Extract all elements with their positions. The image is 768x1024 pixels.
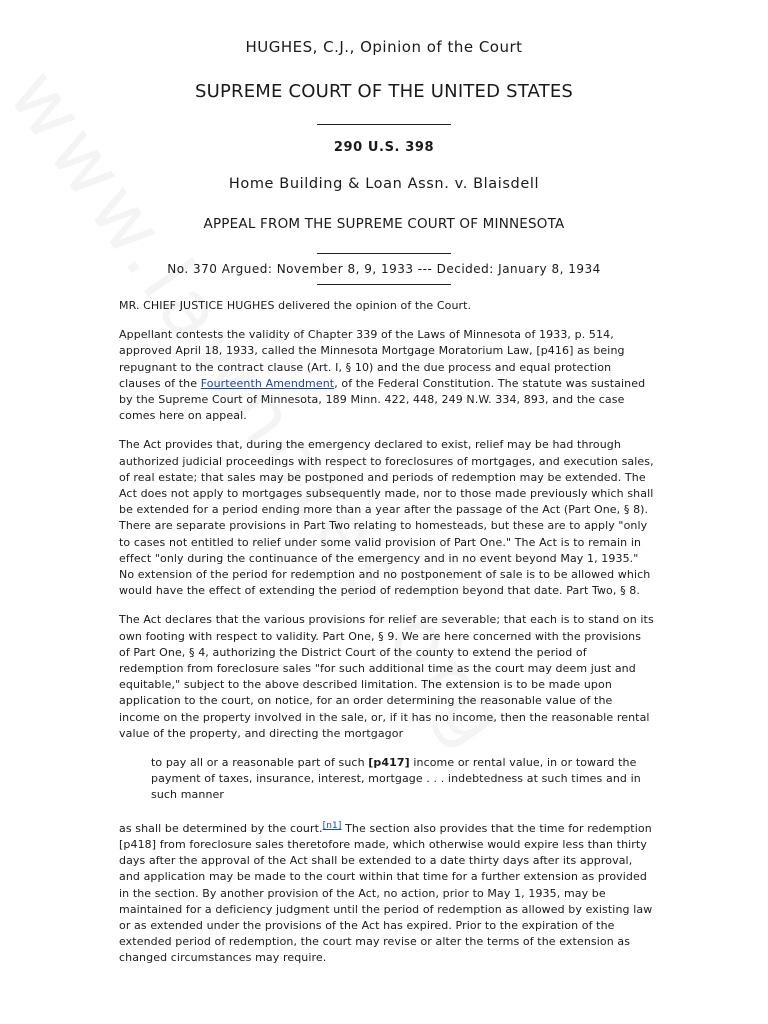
paragraph: The Act declares that the various provisions for relief are severable; that each is to stand on its own footing with respect to validity. Part One, § 9. We are here concerned with the provisions of Part One, § 4, authorizing the District Court of the county to extend the period of redemption from foreclosure sales "for such additional time as the court may deem just and equitable," subject to the above described limitation. The extension is to be made upon application to the court, on notice, for an order determining the reasonable value of the income on the property involved in the sale, or, if it has no income, then the reasonable rental value of the property, and directing the mortgagor [119, 613, 654, 740]
paragraph: MR. CHIEF JUSTICE HUGHES delivered the opinion of the Court. [119, 299, 472, 312]
paragraph: The Act provides that, during the emergency declared to exist, relief may be had through authorized judicial proceedings with respect to foreclosures of mortgages, and execution sales, of real estate; that sales may be postponed and periods of redemption may be extended. The Act does not apply to mortgages subsequently made, nor to those made previously which shall be extended for a period ending more than a year after the passage of the Act (Part One, § 8). There are separate provisions in Part Two relating to homesteads, but these are to apply "only to cases not entitled to relief under some valid provision of Part One." The Act is to remain in effect "only during the continuance of the emergency and in no event beyond May 1, 1935." No extension of the period for redemption and no postponement of sale is to be allowed which would have the effect of extending the period of redemption beyond that date. Part Two, § 8. [119, 438, 654, 598]
argued-decided-line: No. 370 Argued: November 8, 9, 1933 --- Decided: January 8, 1934 [167, 262, 601, 276]
paragraph-text: The section also provides that the time for redemption [p418] from foreclosure sales theretofore made, which otherwise would expire less than thirty days after the approval of the Act shall be extended to a date thirty days after its approval, and application may be made to the court within that time for a further extension as provided in the section. By another provision of the Act, no action, prior to May 1, 1935, may be maintained for a deficiency judgment until the period of redemption as allowed by existing law or as extended under the provisions of the Act has expired. Prior to the expiration of the extended period of redemption, the court may revise or alter the terms of the extension as changed circumstances may require. [119, 821, 653, 965]
paragraph-text: Appellant contests the validity of Chapter 339 of the Laws of Minnesota of 1933, p. 514, approved April 18, 1933, called the Minnesota Mortgage Moratorium Law, [p416] as being repugnant to the contract clause (Art. I, § 10) and the due process and equal protection clauses of the [119, 328, 625, 390]
opinion-body [119, 298, 654, 980]
case-citation: 290 U.S. 398 [333, 140, 435, 155]
footnote-link[interactable]: [n1] [322, 820, 342, 831]
paragraph [119, 818, 654, 967]
divider [317, 253, 451, 254]
case-name: Home Building & Loan Assn. v. Blaisdell [228, 176, 540, 192]
fourteenth-amendment-link[interactable]: Fourteenth Amendment [200, 376, 335, 390]
opinion-attribution: HUGHES, C.J., Opinion of the Court [245, 38, 523, 56]
quote-text: income or rental value, in or toward the payment of taxes, insurance, interest, mortgage . . . indebtedness at such times and in such manner [151, 756, 641, 802]
quote-text: to pay all or a reasonable part of such [151, 756, 369, 770]
paragraph [119, 327, 654, 424]
appeal-line: APPEAL FROM THE SUPREME COURT OF MINNESOTA [203, 216, 565, 232]
page-marker: [p417] [368, 756, 410, 770]
paragraph-text: as shall be determined by the court. [119, 821, 323, 835]
block-quote [151, 755, 654, 804]
divider [317, 284, 451, 285]
paragraph-text: , of the Federal Constitution. The statute was sustained by the Supreme Court of Minnesota, 189 Minn. 422, 448, 249 N.W. 334, 893, and the case comes here on appeal. [119, 376, 646, 423]
divider [317, 124, 451, 125]
court-name: SUPREME COURT OF THE UNITED STATES [194, 81, 574, 102]
